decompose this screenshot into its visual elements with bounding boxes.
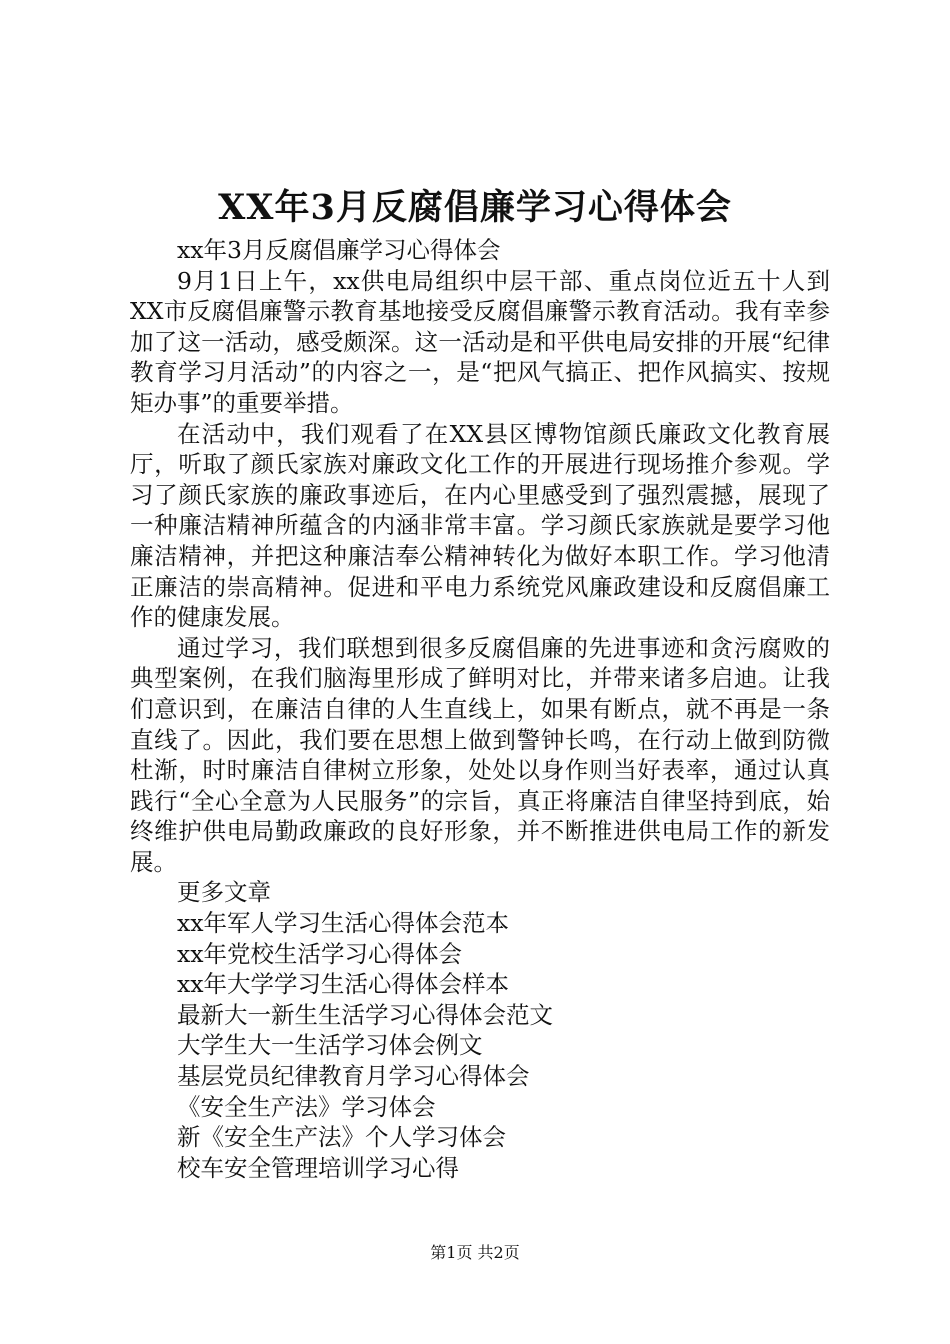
- more-article-link[interactable]: 大学生大一生活学习体会例文: [177, 1031, 483, 1060]
- more-article-link[interactable]: 《安全生产法》学习体会: [177, 1092, 436, 1121]
- paragraph-3: 通过学习，我们联想到很多反腐倡廉的先进事迹和贪污腐败的典型案例，在我们脑海里形成了鲜明对比，并带来诸多启迪。让我们意识到，在廉洁自律的人生直线上，如果有断点，就不再是一条直线了。因此，我们要在思想上做到警钟长鸣，在行动上做到防微杜渐，时时廉洁自律树立形象，处处以身作则当好表率，通过认真践行“全心全意为人民服务”的宗旨，真正将廉洁自律坚持到底，始终维护供电局勤政廉政的良好形象，并不断推进供电局工作的新发展。: [130, 633, 830, 876]
- more-articles-heading: 更多文章: [177, 878, 271, 907]
- document-title: XX年3月反腐倡廉学习心得体会: [218, 187, 732, 228]
- more-article-link[interactable]: 新《安全生产法》个人学习体会: [177, 1123, 506, 1152]
- more-article-link[interactable]: 基层党员纪律教育月学习心得体会: [177, 1062, 530, 1091]
- document-subtitle: xx年3月反腐倡廉学习心得体会: [177, 236, 501, 264]
- document-body: [130, 235, 830, 1183]
- more-article-link[interactable]: 校车安全管理培训学习心得: [177, 1153, 459, 1182]
- more-article-link[interactable]: xx年党校生活学习心得体会: [177, 939, 463, 968]
- more-article-link[interactable]: 最新大一新生生活学习心得体会范文: [177, 1000, 553, 1029]
- paragraph-2: 在活动中，我们观看了在XX县区博物馆颜氏廉政文化教育展厅，听取了颜氏家族对廉政文化工作的开展进行现场推介参观。学习了颜氏家族的廉政事迹后，在内心里感受到了强烈震撼，展现了一种廉洁精神所蕴含的内涵非常丰富。学习颜氏家族就是要学习他廉洁精神，并把这种廉洁奉公精神转化为做好本职工作。学习他清正廉洁的崇高精神。促进和平电力系统党风廉政建设和反腐倡廉工作的健康发展。: [130, 419, 830, 632]
- more-articles-list: [130, 908, 830, 1183]
- paragraph-1: 9月1日上午，xx供电局组织中层干部、重点岗位近五十人到XX市反腐倡廉警示教育基地接受反腐倡廉警示教育活动。我有幸参加了这一活动，感受颇深。这一活动是和平供电局安排的开展“纪律教育学习月活动”的内容之一，是“把风气搞正、把作风搞实、按规矩办事”的重要举措。: [130, 266, 830, 417]
- more-article-link[interactable]: xx年军人学习生活心得体会范本: [177, 909, 510, 938]
- page-indicator: 第1页 共2页: [430, 1243, 520, 1262]
- more-article-link[interactable]: xx年大学学习生活心得体会样本: [177, 970, 510, 999]
